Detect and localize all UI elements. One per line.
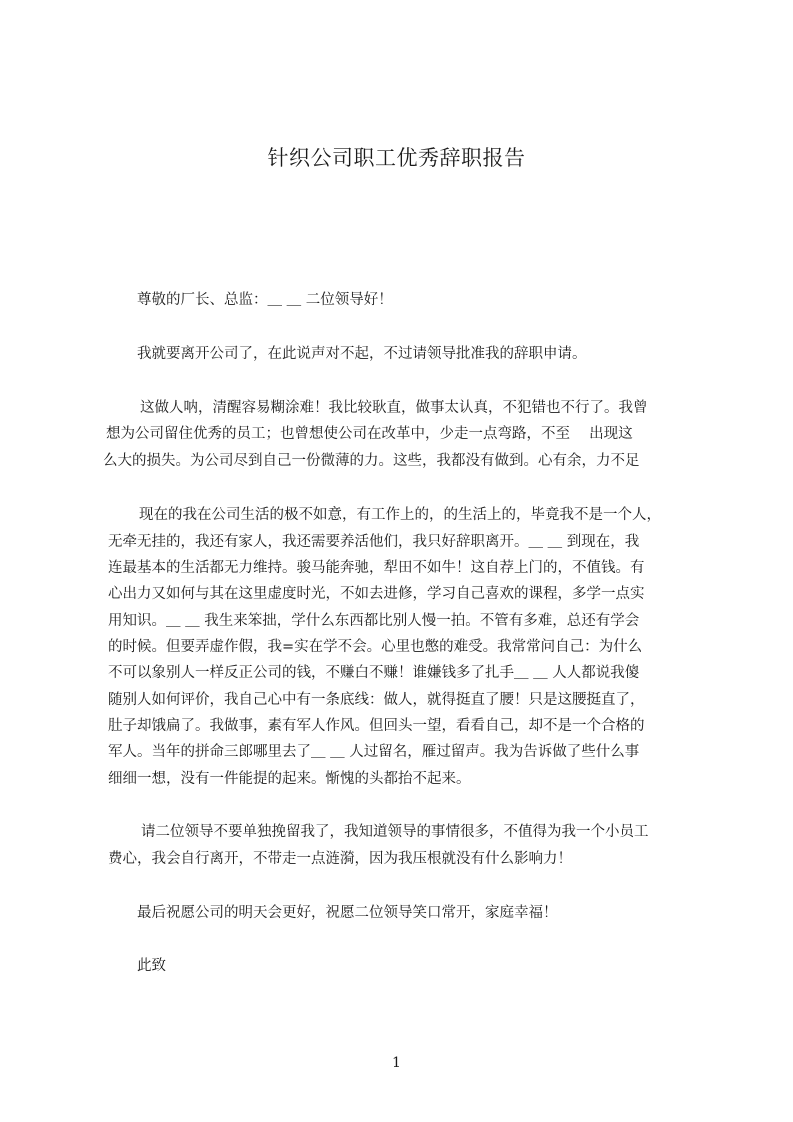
- paragraph-line: 用知识。＿ ＿ 我生来笨拙，学什么东西都比别人慢一拍。不管有多难，总还有学会: [108, 613, 640, 629]
- paragraph-line: 连最基本的生活都无力维持。骏马能奔驰，犁田不如牛！这自荐上门的，不值钱。有: [108, 560, 645, 576]
- salutation-line: 尊敬的厂长、总监：＿ ＿ 二位领导好！: [137, 292, 393, 308]
- paragraph-line: 无牵无挂的，我还有家人，我还需要养活他们，我只好辞职离开。＿ ＿ 到现在，我: [108, 534, 640, 550]
- paragraph-line: 心出力又如何与其在这里虚度时光，不如去进修，学习自己喜欢的课程，多学一点实: [108, 586, 645, 602]
- paragraph-line: 这做人呐，清醒容易糊涂难！我比较耿直，做事太认真，不犯错也不行了。我曾: [140, 400, 648, 416]
- paragraph-line: 我就要离开公司了，在此说声对不起，不过请领导批准我的辞职申请。: [137, 346, 587, 362]
- paragraph-line: 请二位领导不要单独挽留我了，我知道领导的事情很多，不值得为我一个小员工: [141, 824, 649, 840]
- paragraph-line: 细细一想，没有一件能提的起来。惭愧的头都抬不起来。: [108, 771, 471, 787]
- closing-line: 此致: [137, 958, 166, 974]
- document-title: 针织公司职工优秀辞职报告: [267, 146, 526, 170]
- paragraph-line: 费心，我会自行离开，不带走一点涟漪，因为我压根就没有什么影响力！: [108, 851, 572, 867]
- paragraph-line: 么大的损失。为公司尽到自己一份微薄的力。这些，我都没有做到。心有余，力不足: [103, 453, 640, 469]
- paragraph-line: 想为公司留住优秀的员工；也曾想使公司在改革中，少走一点弯路，不至 出现这: [106, 426, 633, 442]
- paragraph-line: 的时候。但要弄虚作假，我=实在学不会。心里也憋的难受。我常常问自己：为什么: [108, 639, 643, 655]
- closing-wish-line: 最后祝愿公司的明天会更好，祝愿二位领导笑口常开，家庭幸福！: [137, 905, 558, 921]
- paragraph-line: 随别人如何评价，我自己心中有一条底线：做人，就得挺直了腰！只是这腰挺直了，: [108, 692, 645, 708]
- paragraph-line: 现在的我在公司生活的极不如意，有工作上的，的生活上的，毕竟我不是一个人，: [139, 507, 661, 523]
- page-number: 1: [392, 1055, 401, 1071]
- paragraph-line: 肚子却饿扁了。我做事，素有军人作风。但回头一望，看看自己，却不是一个合格的: [108, 718, 645, 734]
- paragraph-line: 不可以象别人一样反正公司的钱，不赚白不赚！谁嫌钱多了扎手＿ ＿ 人人都说我傻: [108, 665, 640, 681]
- paragraph-line: 军人。当年的拼命三郎哪里去了＿ ＿ 人过留名，雁过留声。我为告诉做了些什么事: [108, 744, 640, 760]
